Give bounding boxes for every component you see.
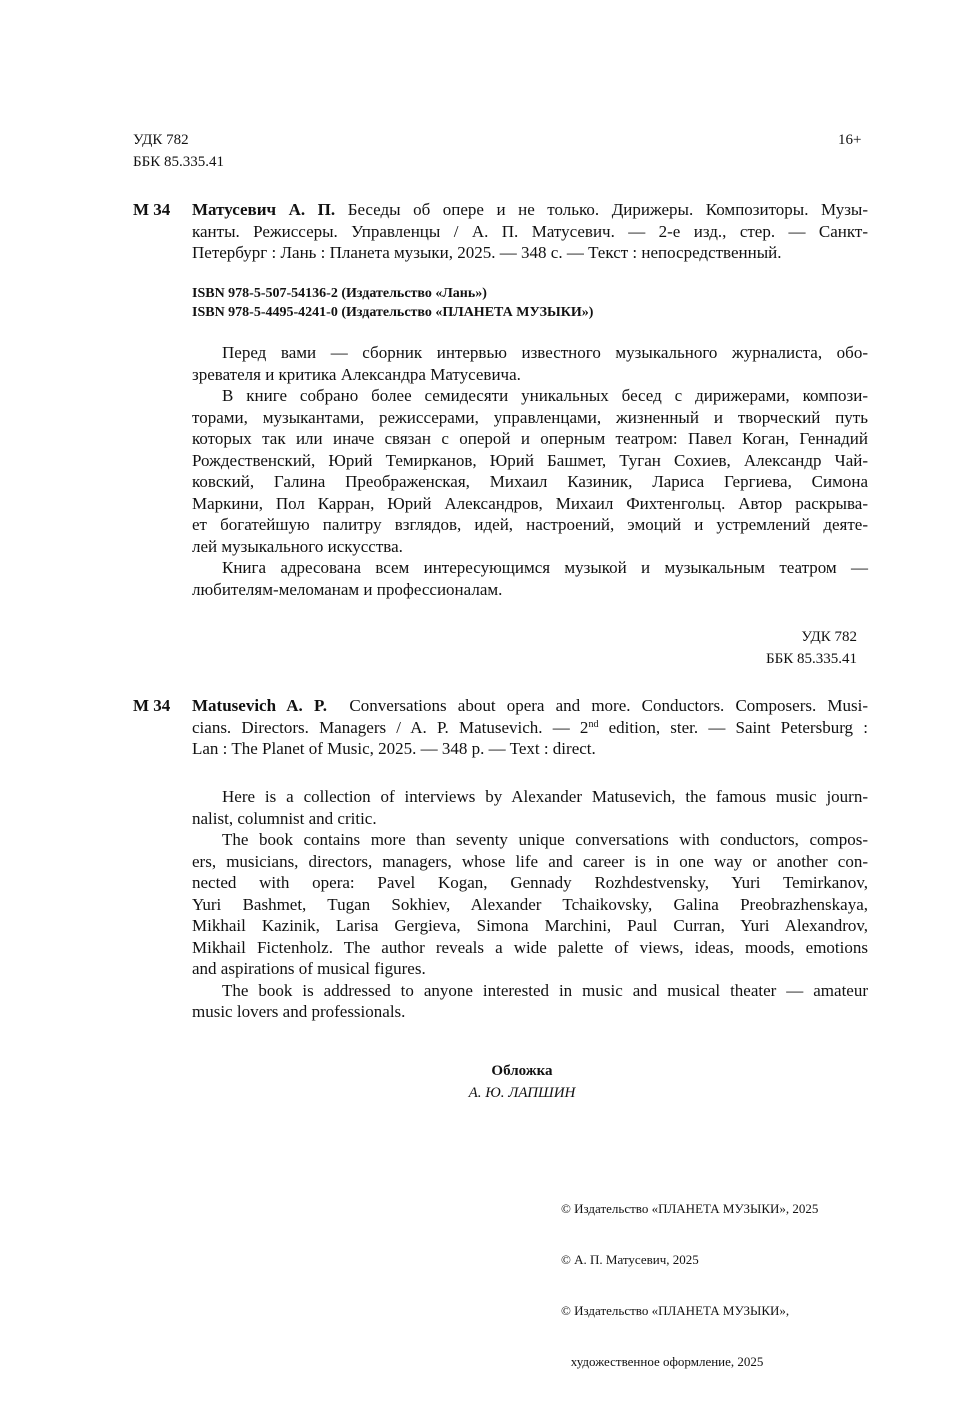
en-abstract-line: nalist, columnist and critic.	[192, 808, 377, 828]
copyright-line: © А. П. Матусевич, 2025	[561, 1252, 699, 1267]
ru-abstract-line: любителям-меломанам и профессионалам.	[192, 579, 503, 599]
copyright-line: © Издательство «ПЛАНЕТА МУЗЫКИ»,	[561, 1303, 790, 1318]
isbn-block	[192, 284, 593, 322]
ru-record-description	[192, 199, 868, 264]
en-record-line-1: Matusevich A. P. Conversations about opera and more. Conductors. Composers. Musi-	[192, 696, 868, 715]
ru-record-author: Матусевич А. П.	[192, 200, 336, 219]
cover-credit	[392, 1060, 652, 1104]
en-abstract-line: Yuri Bashmet, Tugan Sokhiev, Alexander Tchaikovsky, Galina Preobrazhenskaya,	[192, 894, 868, 914]
en-abstract-line: nected with opera: Pavel Kogan, Gennady Rozhdestvensky, Yuri Temirkanov,	[192, 873, 868, 892]
header-index	[133, 129, 224, 173]
ru-record-line-3: Петербург : Лань : Планета музыки, 2025. — 348 с. — Текст : непосредственный.	[192, 243, 782, 262]
en-abstract-line: Mikhail Fictenholz. The author reveals a wide palette of views, ideas, moods, emotions	[192, 937, 868, 957]
en-record-code: М 34	[133, 696, 171, 715]
ru-abstract-line: лей музыкального искусства.	[192, 536, 403, 556]
mid-bbk-code: ББК 85.335.41	[766, 651, 857, 667]
ru-record-line-1: Матусевич А. П. Беседы об опере и не только. Дирижеры. Композиторы. Музы-	[192, 200, 869, 219]
copyright-line: художественное оформление, 2025	[561, 1354, 764, 1369]
en-abstract-line: The book contains more than seventy unique conversations with conductors, compos-	[222, 830, 868, 849]
en-abstract-line: Mikhail Kazinik, Larisa Gergieva, Simona Marchini, Paul Curran, Yuri Alexandrov,	[192, 916, 868, 935]
en-abstract-line: and aspirations of musical figures.	[192, 959, 426, 978]
mid-index	[700, 626, 857, 670]
copyright-block	[561, 1166, 818, 1404]
ru-abstract-line: которых так или иначе связан с оперой и оперным театром: Павел Коган, Геннадий	[192, 429, 868, 448]
ru-abstract	[192, 342, 868, 600]
ru-abstract-line: торами, музыкантами, режиссерами, управленцами, жизненный и творческий путь	[192, 407, 868, 427]
ru-abstract-line: В книге собрано более семидесяти уникальных бесед с дирижерами, компози-	[222, 386, 868, 405]
en-record-description	[192, 695, 868, 760]
en-abstract-line: The book is addressed to anyone interested in music and musical theater — amateur	[222, 980, 868, 1000]
udk-code: УДК 782	[133, 132, 189, 148]
en-record-author: Matusevich A. P.	[192, 696, 328, 715]
en-abstract-line: ers, musicians, directors, managers, whose life and career is in one way or another con-	[192, 851, 868, 871]
en-abstract-line: Here is a collection of interviews by Alexander Matusevich, the famous music journ-	[222, 787, 868, 806]
cover-label: Обложка	[491, 1063, 553, 1079]
ru-abstract-line: Книга адресована всем интересующимся музыкой и музыкальным театром —	[222, 558, 868, 577]
en-record-line-2: cians. Directors. Managers / A. P. Matusevich. — 2nd edition, ster. — Saint Petersburg :	[192, 717, 868, 737]
ru-record-code: М 34	[133, 200, 171, 219]
ru-record-line-2: канты. Режиссеры. Управленцы / А. П. Матусевич. — 2-е изд., стер. — Санкт-	[192, 221, 868, 241]
age-rating: 16+	[838, 132, 862, 148]
en-record-line-3: Lan : The Planet of Music, 2025. — 348 p. — Text : direct.	[192, 739, 596, 758]
ru-abstract-line: ковский, Галина Преображенская, Михаил Казиник, Лариса Гергиева, Симона	[192, 472, 868, 491]
en-abstract-line: music lovers and professionals.	[192, 1002, 406, 1021]
bbk-code: ББК 85.335.41	[133, 154, 224, 170]
isbn-planeta: ISBN 978-5-4495-4241-0 (Издательство «ПЛАНЕТА МУЗЫКИ»)	[192, 305, 594, 320]
copyright-line: © Издательство «ПЛАНЕТА МУЗЫКИ», 2025	[561, 1201, 819, 1216]
cover-artist: А. Ю. ЛАПШИН	[468, 1085, 576, 1101]
mid-udk-code: УДК 782	[801, 629, 857, 645]
en-abstract	[192, 786, 868, 1023]
ru-abstract-line: зревателя и критика Александра Матусевича.	[192, 364, 521, 384]
ru-abstract-line: Маркини, Пол Карран, Юрий Александров, Михаил Фихтенгольц. Автор раскрыва-	[192, 493, 868, 513]
ru-abstract-line: Рождественский, Юрий Темирканов, Юрий Башмет, Туган Сохиев, Александр Чай-	[192, 450, 868, 470]
ru-abstract-line: ет богатейшую палитру взглядов, идей, настроений, эмоций и устремлений деяте-	[192, 515, 868, 534]
edition-superscript: nd	[588, 718, 599, 730]
isbn-lan: ISBN 978-5-507-54136-2 (Издательство «Лань»)	[192, 286, 487, 301]
ru-abstract-line: Перед вами — сборник интервью известного музыкального журналиста, обо-	[222, 343, 868, 362]
